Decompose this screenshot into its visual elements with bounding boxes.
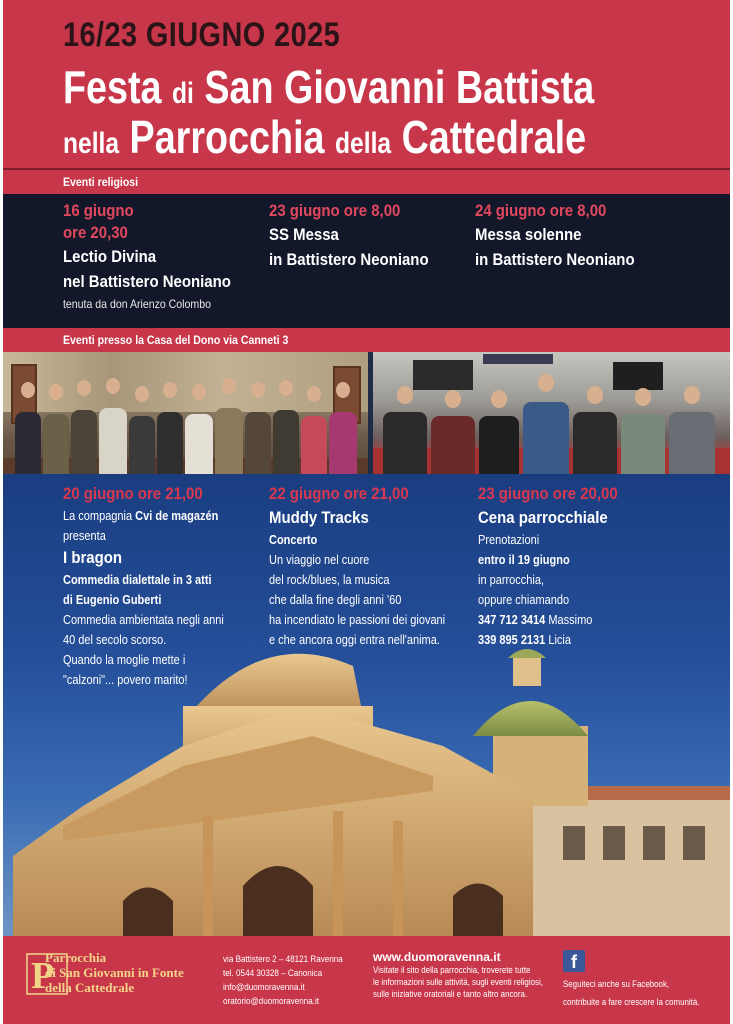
poster: [3, 0, 730, 1024]
person: [669, 412, 715, 474]
event-location: in Battistero Neoniano: [269, 250, 429, 269]
contact-name: Massimo: [545, 613, 593, 627]
event-date: 16 giugno: [63, 201, 134, 220]
section-bar-casa: [3, 328, 730, 352]
phone-number: 339 895 2131: [478, 633, 546, 647]
stage-backdrop: [3, 352, 368, 412]
person-head: [445, 390, 461, 408]
person-head: [135, 386, 149, 402]
website-link[interactable]: www.duomoravenna.it: [373, 950, 501, 964]
dome: [473, 701, 588, 736]
email[interactable]: info@duomoravenna.it: [223, 982, 305, 992]
person-head: [163, 382, 177, 398]
person: [301, 416, 327, 474]
event-desc: Commedia ambientata negli anni: [63, 613, 224, 627]
event-title: Messa solenne: [475, 225, 582, 244]
person-head: [491, 390, 507, 408]
title-word: di: [172, 77, 194, 110]
section-title: Eventi presso la Casa del Dono via Canneti 3: [63, 333, 289, 347]
door-arch: [243, 866, 313, 936]
window: [643, 826, 665, 860]
parish-name-line: di San Giovanni in Fonte: [45, 965, 184, 980]
side-building: [523, 796, 730, 936]
person: [245, 412, 271, 474]
column: [203, 816, 213, 936]
phone-line: [478, 630, 689, 650]
facebook-text: Seguiteci anche su Facebook,: [563, 979, 670, 989]
event-desc: Quando la moglie mette i: [63, 653, 186, 667]
person-head: [684, 386, 700, 404]
event-date: 20 giugno ore 21,00: [63, 484, 203, 503]
person: [523, 402, 569, 474]
section-bar-religious: [3, 170, 730, 194]
person-head: [307, 386, 321, 402]
company-name: Cvi de magazén: [135, 509, 219, 523]
window: [563, 826, 585, 860]
event-desc: in parrocchia,: [478, 573, 545, 587]
event-location: in Battistero Neoniano: [475, 250, 635, 269]
svg-text:P: P: [31, 955, 55, 997]
event-location: nel Battistero Neoniano: [63, 272, 231, 291]
religious-event: [63, 200, 263, 314]
religious-events: [3, 194, 730, 328]
header: [3, 0, 730, 168]
event-subtitle: di Eugenio Guberti: [63, 593, 162, 607]
event-title: Muddy Tracks: [269, 508, 369, 527]
casa-event-theatre: [63, 482, 263, 690]
event-title: Cena parrocchiale: [478, 508, 608, 527]
person-head: [222, 378, 236, 394]
person: [71, 410, 97, 474]
person-head: [397, 386, 413, 404]
person: [479, 416, 519, 474]
person: [15, 412, 41, 474]
event-desc: ha incendiato le passioni dei giovani: [269, 613, 446, 627]
person-head: [635, 388, 651, 406]
column: [393, 821, 403, 936]
facebook-icon[interactable]: f: [563, 950, 585, 972]
photo-strip: [3, 352, 730, 474]
event-line: [63, 506, 239, 526]
door-arch: [453, 884, 503, 937]
footer: [3, 936, 730, 1024]
person-head: [587, 386, 603, 404]
address: via Battistero 2 – 48121 Ravenna: [223, 954, 343, 964]
email[interactable]: oratorio@duomoravenna.it: [223, 996, 320, 1006]
window: [603, 826, 625, 860]
contact-info: [223, 952, 356, 1008]
person-head: [192, 384, 206, 400]
event-desc: Un viaggio nel cuore: [269, 553, 370, 567]
window: [683, 826, 705, 860]
title-word: Parrocchia: [129, 111, 325, 163]
event-note: tenuta da don Arienzo Colombo: [63, 297, 211, 311]
website-desc: le informazioni sulle attività, sugli eventi religiosi,: [373, 977, 543, 987]
title-word: della: [335, 127, 392, 160]
title-word: nella: [63, 127, 120, 160]
person-head: [251, 382, 265, 398]
section-title: Eventi religiosi: [63, 175, 139, 189]
band-banner: [483, 354, 553, 364]
text: entro il: [478, 553, 518, 567]
band-photo: [373, 352, 730, 474]
amplifier: [413, 360, 473, 390]
parish-name: [39, 950, 184, 995]
person: [99, 408, 127, 474]
parish-name-line: della Cattedrale: [45, 980, 135, 995]
person-head: [77, 380, 91, 396]
phone: tel. 0544 30328 – Canonica: [223, 968, 323, 978]
person: [273, 410, 299, 474]
person-head: [49, 384, 63, 400]
person: [573, 412, 617, 474]
door-arch: [123, 888, 173, 937]
column: [333, 811, 343, 936]
lantern: [513, 656, 541, 686]
event-title: SS Messa: [269, 225, 339, 244]
person-head: [336, 382, 350, 398]
theatre-group-photo: [3, 352, 368, 474]
title-line-1: [63, 60, 594, 114]
person-head: [21, 382, 35, 398]
event-desc: 40 del secolo scorso.: [63, 633, 167, 647]
event-date: 22 giugno ore 21,00: [269, 484, 409, 503]
event-desc: del rock/blues, la musica: [269, 573, 390, 587]
speaker: [613, 362, 663, 390]
event-line: [478, 550, 689, 570]
website-block: [373, 950, 566, 1000]
event-time: ore 20,30: [63, 223, 128, 242]
event-desc: e che ancora oggi entra nell'anima.: [269, 633, 440, 647]
facebook-text: contribuite a fare crescere la comunità.: [563, 997, 700, 1007]
casa-event-dinner: [478, 482, 718, 650]
event-title: I bragon: [63, 548, 123, 567]
event-desc: oppure chiamando: [478, 593, 570, 607]
person: [431, 416, 475, 474]
website-desc: sulle iniziative oratoriali e tanto altro ancora.: [373, 989, 528, 999]
person: [157, 412, 183, 474]
website-desc: Visitate il sito della parrocchia, troverete tutte: [373, 965, 531, 975]
facebook-block: [563, 950, 718, 1008]
casa-event-concert: [269, 482, 479, 650]
event-title: Lectio Divina: [63, 247, 157, 266]
parish-name-line: Parrocchia: [45, 950, 107, 965]
title-line-2: [63, 110, 586, 164]
religious-event: [269, 200, 469, 272]
deadline: 19 giugno: [517, 553, 570, 567]
event-subtitle: Concerto: [269, 533, 318, 547]
casa-events: [3, 474, 730, 936]
phone-line: [478, 610, 689, 630]
person: [129, 416, 155, 474]
event-desc: Prenotazioni: [478, 533, 540, 547]
event-subtitle: Commedia dialettale in 3 atti: [63, 573, 212, 587]
person-head: [538, 374, 554, 392]
person: [185, 414, 213, 474]
person: [383, 412, 427, 474]
contact-name: Licia: [545, 633, 571, 647]
event-date: 23 giugno ore 20,00: [478, 484, 618, 503]
title-word: San Giovanni Battista: [204, 61, 595, 113]
event-desc: che dalla fine degli anni '60: [269, 593, 402, 607]
event-dates: 16/23 GIUGNO 2025: [63, 16, 341, 54]
text: La compagnia: [63, 509, 136, 523]
lantern-top: [508, 649, 546, 658]
person: [621, 414, 665, 474]
phone-number: 347 712 3414: [478, 613, 546, 627]
event-line: presenta: [63, 529, 106, 543]
event-date: 24 giugno ore 8,00: [475, 201, 607, 220]
person-head: [279, 380, 293, 396]
person: [43, 414, 69, 474]
person-head: [106, 378, 120, 394]
event-date: 23 giugno ore 8,00: [269, 201, 401, 220]
title-word: Cattedrale: [401, 111, 587, 163]
religious-event: [475, 200, 715, 272]
person: [215, 408, 243, 474]
title-word: Festa: [63, 61, 162, 113]
person: [329, 412, 357, 474]
event-desc: "calzoni"... povero marito!: [63, 673, 188, 687]
